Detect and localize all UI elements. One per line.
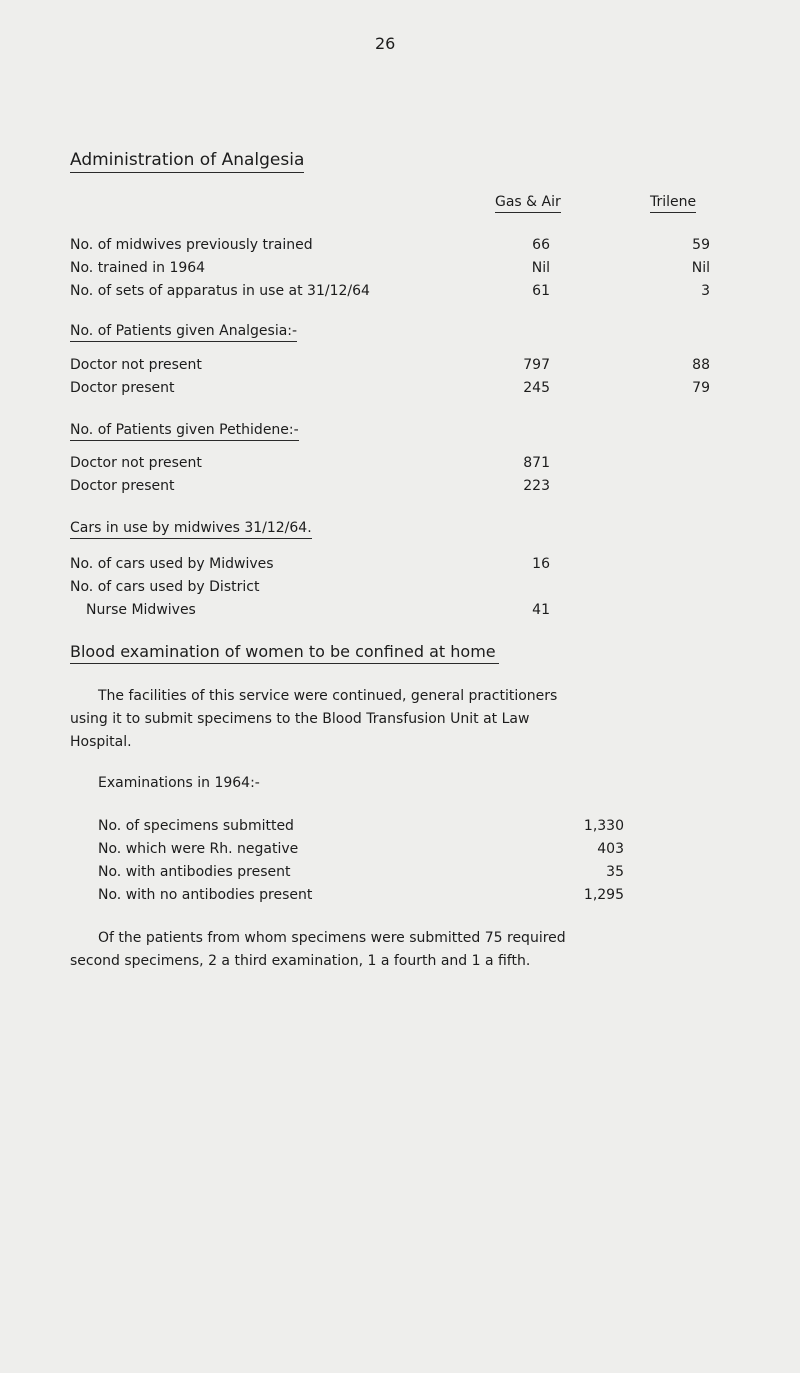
table-cell-trilene: 79 — [692, 380, 710, 396]
patients-heading: No. of Patients given Analgesia:- — [70, 323, 297, 342]
table-row-label: Doctor not present — [70, 455, 202, 471]
table-cell-value: 35 — [606, 864, 624, 880]
table-row-label: No. which were Rh. negative — [98, 841, 299, 857]
paragraph-line: The facilities of this service were continued, general practitioners — [98, 688, 558, 704]
closing-line: Of the patients from whom specimens were submitted 75 required — [98, 930, 566, 946]
col-header-gas-air: Gas & Air — [495, 194, 561, 213]
table-cell-trilene: 88 — [692, 357, 710, 373]
table-cell-trilene: 59 — [692, 237, 710, 253]
blood-title: Blood examination of women to be confined at home — [70, 642, 499, 664]
table-cell-value: 871 — [523, 455, 550, 471]
table-row-label: No. with antibodies present — [98, 864, 291, 880]
table-row-label: No. with no antibodies present — [98, 887, 313, 903]
table-cell-gas: 66 — [532, 237, 550, 253]
table-cell-gas: 61 — [532, 283, 550, 299]
paragraph-line: using it to submit specimens to the Blood Transfusion Unit at Law — [70, 711, 530, 727]
table-cell-value: 1,330 — [583, 818, 624, 834]
table-cell-trilene: 3 — [701, 283, 710, 299]
table-row-label: Doctor not present — [70, 357, 202, 373]
table-row-label: Nurse Midwives — [86, 602, 196, 618]
table-cell-value: 223 — [523, 478, 550, 494]
table-row-label: No. of cars used by Midwives — [70, 556, 274, 572]
table-row-label: No. of cars used by District — [70, 579, 260, 595]
table-cell-gas: Nil — [531, 260, 550, 276]
table-cell-value: 16 — [532, 556, 550, 572]
exam-heading: Examinations in 1964:- — [98, 775, 260, 791]
table-row-label: No. of midwives previously trained — [70, 237, 313, 253]
table-row-label: No. of specimens submitted — [98, 818, 294, 834]
table-cell-value: 1,295 — [583, 887, 624, 903]
page-number: 26 — [375, 34, 396, 53]
pethidene-heading: No. of Patients given Pethidene:- — [70, 422, 299, 441]
table-cell-gas: 245 — [523, 380, 550, 396]
cars-heading: Cars in use by midwives 31/12/64. — [70, 520, 312, 539]
table-row-label: Doctor present — [70, 478, 175, 494]
closing-line: second specimens, 2 a third examination, 1 a fourth and 1 a fifth. — [70, 953, 531, 969]
table-cell-trilene: Nil — [691, 260, 710, 276]
table-cell-value: 403 — [597, 841, 624, 857]
table-cell-gas: 797 — [523, 357, 550, 373]
table-row-label: No. trained in 1964 — [70, 260, 206, 276]
analgesia-title: Administration of Analgesia — [70, 150, 304, 173]
table-row-label: No. of sets of apparatus in use at 31/12/64 — [70, 283, 370, 299]
table-row-label: Doctor present — [70, 380, 175, 396]
table-cell-value: 41 — [532, 602, 550, 618]
col-header-trilene: Trilene — [650, 194, 696, 213]
paragraph-line: Hospital. — [70, 734, 132, 750]
